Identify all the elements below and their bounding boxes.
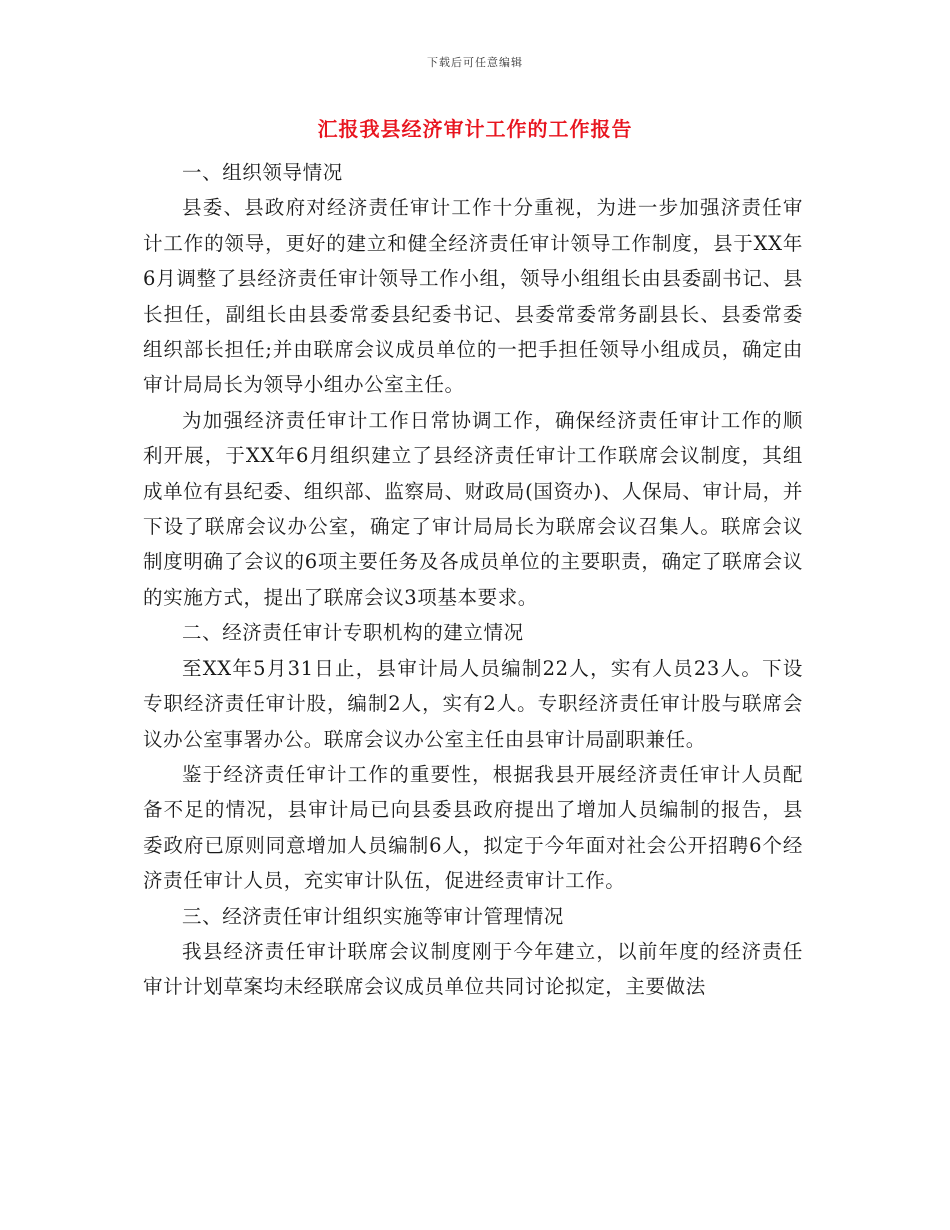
document-body [143,155,803,1005]
section-heading-1: 一、组织领导情况 [182,161,343,184]
document-title: 汇报我县经济审计工作的工作报告 [317,117,633,141]
body-paragraph: 我县经济责任审计联席会议制度刚于今年建立，以前年度的经济责任审计计划草案均未经联席会议成员单位共同讨论拟定，主要做法 [143,939,803,999]
header-note: 下载后可任意编辑 [427,56,523,69]
section-heading-2: 二、经济责任审计专职机构的建立情况 [182,621,524,645]
body-paragraph: 为加强经济责任审计工作日常协调工作，确保经济责任审计工作的顺利开展，于XX年6月组织建立了县经济责任审计工作联席会议制度，其组成单位有县纪委、组织部、监察局、财政局(国资办)、人保局、审计局，并下设了联席会议办公室，确定了审计局局长为联席会议召集人。联席会议制度明确了会议的6项主要任务及各成员单位的主要职责，确定了联席会议的实施方式，提出了联席会议3项基本要求。 [143,408,803,609]
body-paragraph: 至XX年5月31日止，县审计局人员编制22人，实有人员23人。下设专职经济责任审计股，编制2人，实有2人。专职经济责任审计股与联席会议办公室事署办公。联席会议办公室主任由县审计局副职兼任。 [143,656,803,751]
section-heading-3: 三、经济责任审计组织实施等审计管理情况 [182,904,564,928]
body-paragraph: 县委、县政府对经济责任审计工作十分重视，为进一步加强济责任审计工作的领导，更好的建立和健全经济责任审计领导工作制度，县于XX年6月调整了县经济责任审计领导工作小组，领导小组组长由县委副书记、县长担任，副组长由县委常委县纪委书记、县委常委常务副县长、县委常委组织部长担任;并由联席会议成员单位的一把手担任领导小组成员，确定由审计局局长为领导小组办公室主任。 [143,196,803,397]
body-paragraph: 鉴于经济责任审计工作的重要性，根据我县开展经济责任审计人员配备不足的情况，县审计局已向县委县政府提出了增加人员编制的报告，县委政府已原则同意增加人员编制6人，拟定于今年面对社会公开招聘6个经济责任审计人员，充实审计队伍，促进经责审计工作。 [143,762,803,893]
